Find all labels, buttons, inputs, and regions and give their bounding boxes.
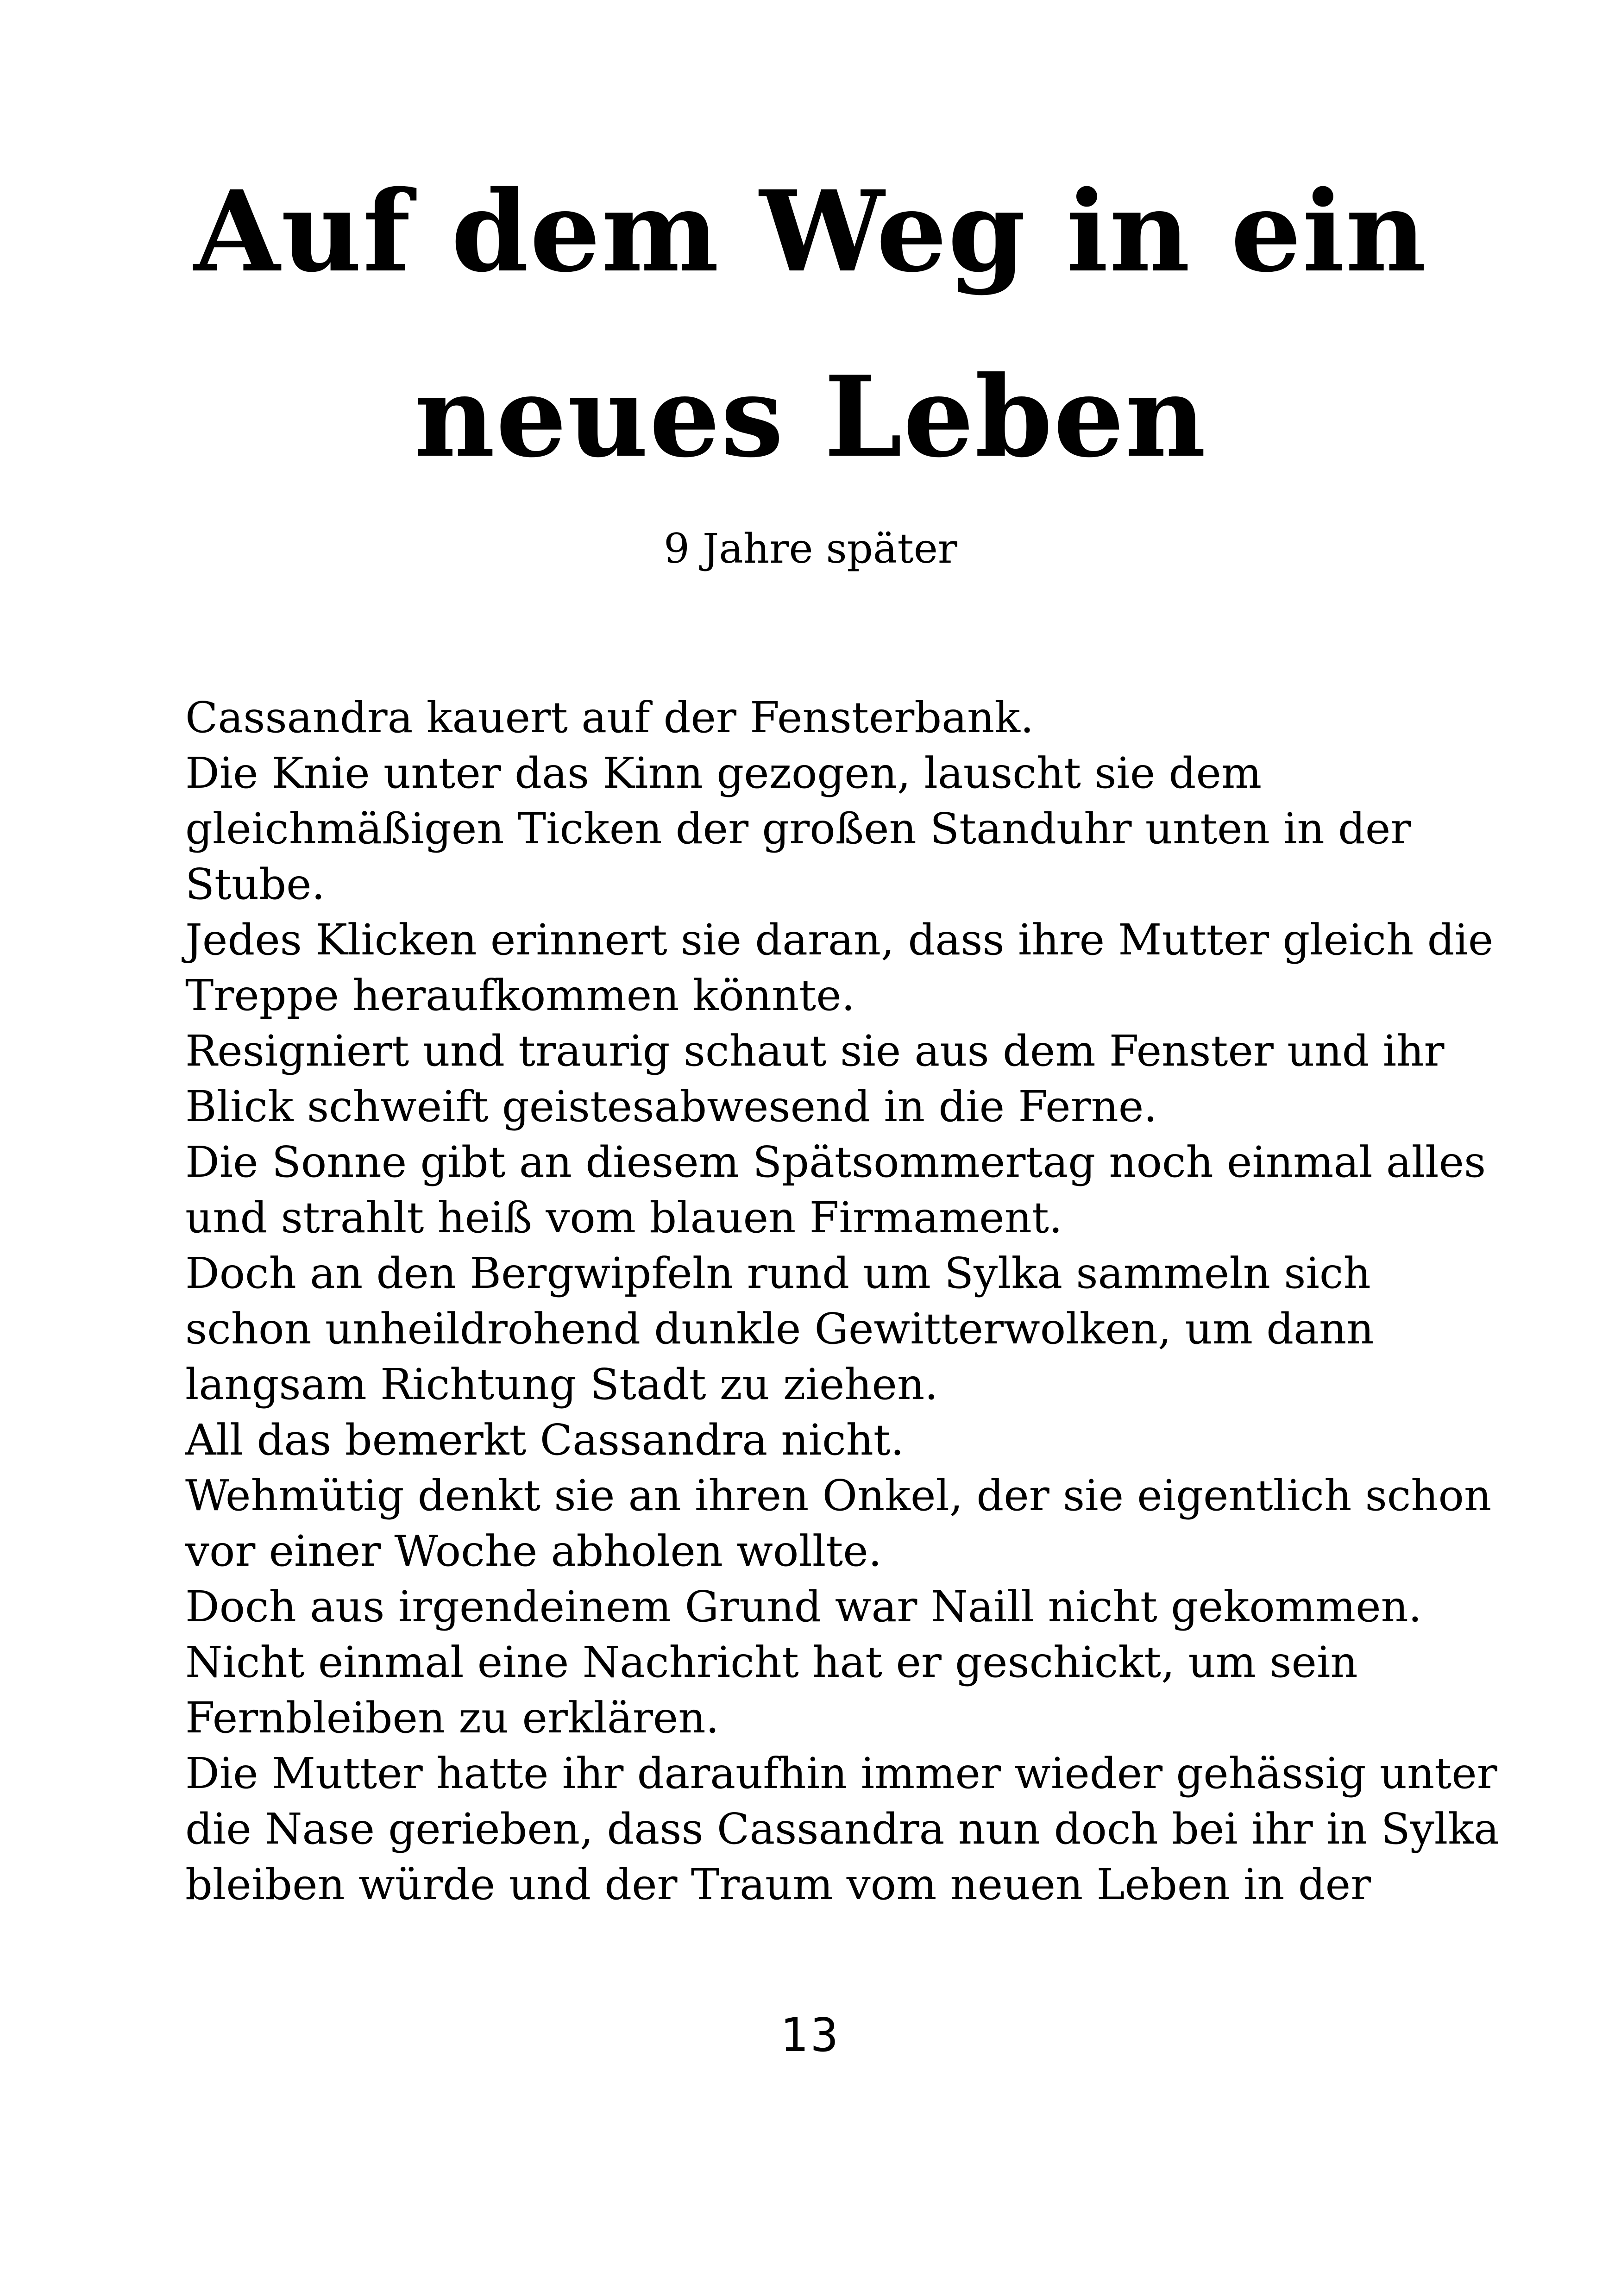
text-line: Doch an den Bergwipfeln rund um Sylka sammeln sich: [185, 1248, 1371, 1298]
text-line: und strahlt heiß vom blauen Firmament.: [185, 1193, 1063, 1242]
text-line: bleiben würde und der Traum vom neuen Leben in der: [185, 1860, 1371, 1909]
text-line: All das bemerkt Cassandra nicht.: [185, 1415, 905, 1465]
chapter-title-line: Auf dem Weg in ein: [194, 166, 1427, 297]
text-line: Jedes Klicken erinnert sie daran, dass ihre Mutter gleich die: [185, 915, 1494, 965]
text-line: die Nase gerieben, dass Cassandra nun doch bei ihr in Sylka: [185, 1804, 1499, 1854]
text-line: Wehmütig denkt sie an ihren Onkel, der sie eigentlich schon: [185, 1471, 1492, 1520]
text-line: Die Mutter hatte ihr daraufhin immer wieder gehässig unter: [185, 1749, 1497, 1798]
text-line: Resigniert und traurig schaut sie aus dem Fenster und ihr: [185, 1026, 1445, 1076]
text-line: Treppe heraufkommen könnte.: [185, 971, 855, 1020]
page-number: 13: [779, 2008, 842, 2062]
chapter-title: [139, 139, 1482, 509]
chapter-title-line: neues Leben: [414, 351, 1207, 482]
text-line: Blick schweift geistesabwesend in die Ferne.: [185, 1082, 1157, 1131]
text-line: langsam Richtung Stadt zu ziehen.: [185, 1360, 938, 1409]
text-line: Cassandra kauert auf der Fensterbank.: [185, 693, 1034, 742]
chapter-subtitle: 9 Jahre später: [664, 525, 957, 572]
text-line: Die Sonne gibt an diesem Spätsommertag noch einmal alles: [185, 1137, 1486, 1187]
text-line: Fernbleiben zu erklären.: [185, 1693, 719, 1743]
text-line: Doch aus irgendeinem Grund war Naill nicht gekommen.: [185, 1582, 1422, 1631]
text-line: Stube.: [185, 859, 325, 909]
text-line: gleichmäßigen Ticken der großen Standuhr unten in der: [185, 804, 1411, 853]
text-line: Nicht einmal eine Nachricht hat er geschickt, um sein: [185, 1637, 1358, 1687]
text-line: vor einer Woche abholen wollte.: [185, 1526, 882, 1576]
text-line: schon unheildrohend dunkle Gewitterwolken, um dann: [185, 1304, 1374, 1354]
text-line: Die Knie unter das Kinn gezogen, lauscht sie dem: [185, 748, 1262, 798]
body-text: [185, 690, 1499, 1913]
